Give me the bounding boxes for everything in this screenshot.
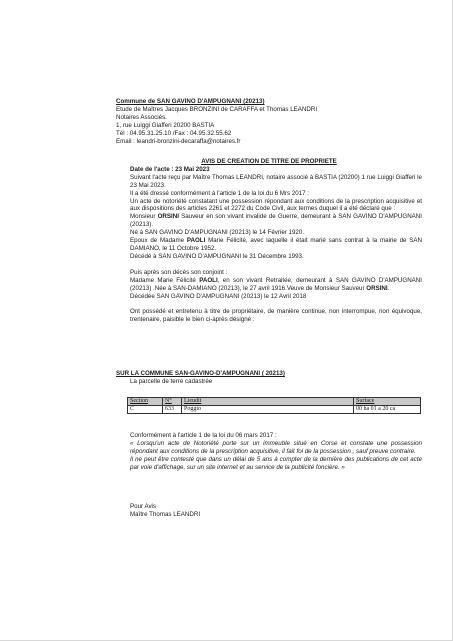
loi-intro: Conformément à l'article 1 de la loi du 06 mars 2017 : xyxy=(130,432,277,439)
loi-block xyxy=(116,432,422,472)
signatory: Maître Thomas LEANDRI xyxy=(130,510,201,518)
cell-surface: 00 ha 01 a 20 ca xyxy=(354,406,421,414)
avis-title: AVIS DE CREATION DE TITRE DE PROPRIETE xyxy=(201,158,337,165)
avis-paragraph-5: Né à SAN GAVINO D'AMPUGNANI (20213) le 14 Février 1920. xyxy=(130,229,305,237)
associes-line: Notaires Associés. xyxy=(116,113,167,121)
signature-block xyxy=(116,503,422,519)
commune-section-title: SUR LA COMMUNE SAN-GAVINO-D'AMPUGNANI ( 20213) xyxy=(116,370,285,377)
avis-paragraph-6 xyxy=(116,237,422,253)
loi-quote-2: Il ne peut être contesté que dans un délai de 5 ans à compter de la dernière des publications de cet acte par voie d'affichage, sur un site internet et au service de la publicité foncière. » xyxy=(130,455,422,471)
header-numero: N° xyxy=(163,398,182,406)
avis-paragraph-3: Un acte de notoriété constatant une possession répondant aux conditions de la prescription acquisitive et aux dispositions des articles 2261 et 2272 du Code Civil, aux termes duquel il a été déclaré que : xyxy=(130,197,422,213)
table-row xyxy=(128,406,421,414)
avis-paragraph-8: Puis après son décès son conjoint : xyxy=(130,268,228,276)
text-span: Epoux de Madame xyxy=(130,237,187,245)
text-span: Monsieur xyxy=(130,213,158,221)
text-span: Sauveur en son vivant invalide de Guerre, demeurant à SAN GAVINO D'AMPUGNANI (20213). xyxy=(130,213,422,229)
text-span: Marie Félicité, avec laquelle il était marié sans contrat à la mairie de SAN DAMIANO, le 11 Octobre 1952. xyxy=(130,237,422,252)
loi-quote-1: « Lorsqu'un acte de Notoriété porte sur un immeuble situé en Corse et constate une possession répondant aux conditions de la prescription acquisitive, il fait foi de la possession , sauf preuve contraire. xyxy=(130,439,422,455)
name-orsini: ORSINI xyxy=(366,284,388,292)
cell-numero: 633 xyxy=(163,406,182,414)
text-span: . xyxy=(387,284,390,292)
phone-fax-line: Tél : 04.95.31.25.10 /Fax : 04.95.32.55.62 xyxy=(116,129,232,137)
commune-section-subtitle: La parcelle de terre cadastrée xyxy=(130,377,213,385)
avis-paragraph-10: Décédée SAN GAVINO D'AMPUGNANI (20213) le 12 Avril 2018 xyxy=(130,292,307,300)
avis-paragraph-4 xyxy=(116,213,422,229)
name-paoli: PAOLI xyxy=(186,237,206,245)
address-line: 1, rue Luiggi Giafferi 20200 BASTIA xyxy=(116,121,215,129)
pour-avis: Pour Avis xyxy=(130,503,157,510)
cell-section: C xyxy=(128,406,163,414)
etude-line: Etude de Maîtres Jacques BRONZINI de CARAFFA et Thomas LEANDRI xyxy=(116,105,318,113)
cadastre-table xyxy=(127,397,421,414)
avis-paragraph-9 xyxy=(116,277,422,293)
header-block xyxy=(116,98,422,145)
header-section: Section xyxy=(128,398,163,406)
avis-block xyxy=(116,158,422,324)
commune-heading: Commune de SAN GAVINO D'AMPUGNANI (20213) xyxy=(116,98,265,105)
text-span: , en son vivant Retraitée, demeurant à SAN GAVINO D'AMPUGNANI (20213) .Née à SAN-DAMIANO (20213), le 27 avril 1916.Veuve de Monsieur Sauveur xyxy=(130,276,422,292)
header-surface: Surface xyxy=(354,398,421,406)
cell-lieudit: Poggio xyxy=(182,406,354,414)
avis-paragraph-11: Ont possédé et entretenu à titre de propriétaire, de manière continue, non interrompue, non équivoque, trentenaire, paisible le bien ci-après désigné : xyxy=(130,308,422,324)
date-acte: Date de l'acte : 23 Mai 2023 xyxy=(130,165,210,173)
avis-paragraph-1: Suivant l'acte reçu par Maître Thomas LEANDRI, notaire associé à BASTIA (20200) 1 rue Luiggi Giafferi le 23 Mai 2023. xyxy=(130,173,422,189)
name-paoli: PAOLI xyxy=(199,276,218,284)
avis-paragraph-2: Il a été dressé conformément à l'article 1 de la loi du 6 Mrs 2017 : xyxy=(130,189,309,197)
table-header-row xyxy=(128,398,421,406)
email-line: Email : leandri-bronzini-decaraffa@notaires.fr xyxy=(116,137,241,145)
avis-paragraph-7: Décédé à SAN GAVINO D'AMPUGNANI le 31 Décembre 1993. xyxy=(130,252,304,260)
text-span: Madame Marie Félicité xyxy=(130,276,200,284)
commune-section xyxy=(116,370,422,386)
header-lieudit: Lieudit xyxy=(182,398,354,406)
name-orsini: ORSINI xyxy=(157,213,179,221)
